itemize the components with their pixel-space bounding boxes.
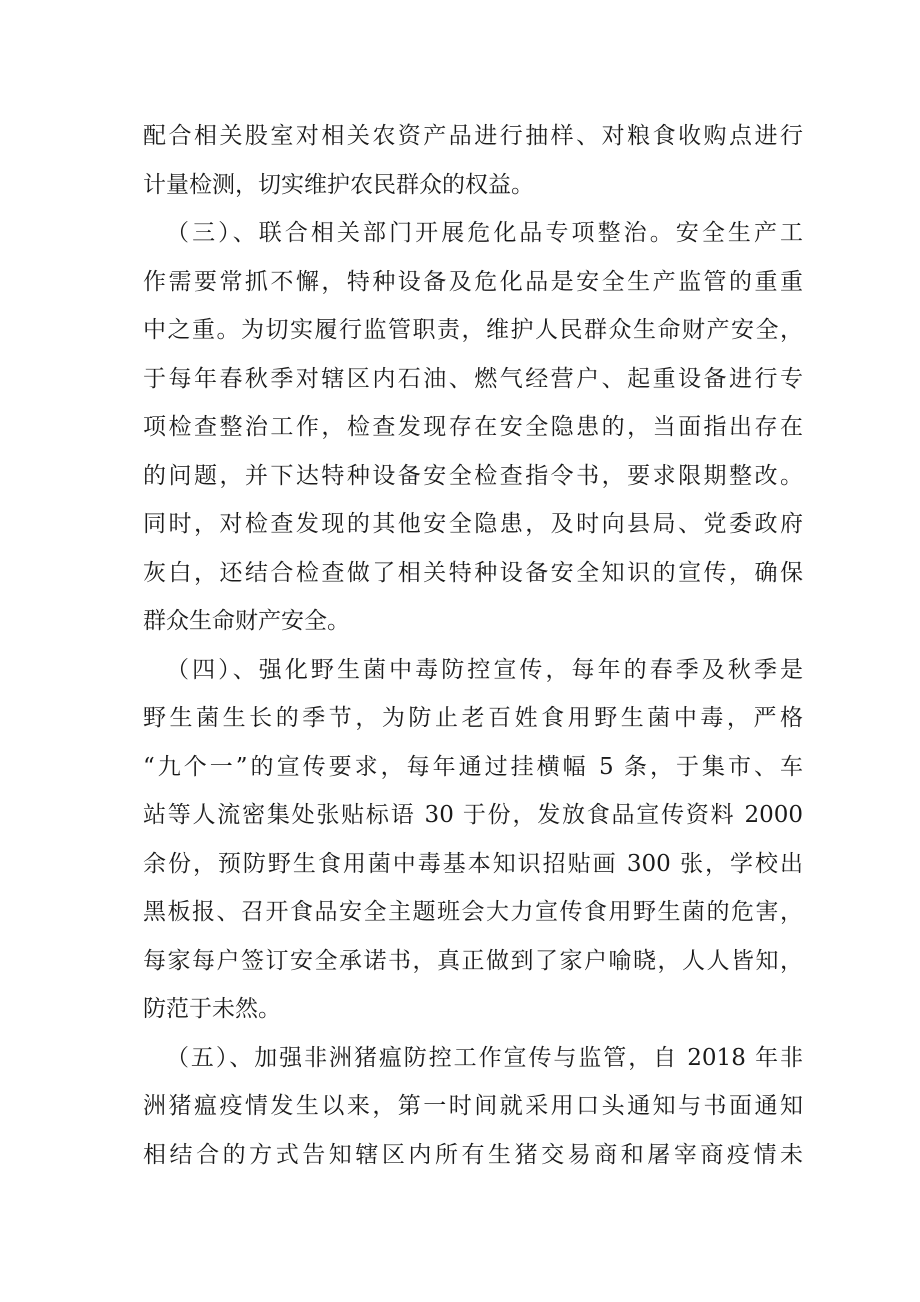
text-line: 中之重。为切实履行监管职责，维护人民群众生命财产安全， [143, 317, 803, 343]
document-body [143, 112, 803, 1179]
paragraph-hazardous-chemicals [143, 209, 803, 646]
text-line: 野生菌生长的季节，为防止老百姓食用野生菌中毒，严格 [143, 705, 803, 731]
text-line: 计量检测，切实维护农民群众的权益。 [143, 171, 534, 198]
paragraph-african-swine-fever [143, 1034, 803, 1180]
text-line: 防范于未然。 [143, 996, 281, 1022]
text-line: 同时，对检查发现的其他安全隐患，及时向县局、党委政府 [143, 511, 803, 537]
text-line: 站等人流密集处张贴标语 30 于份，发放食品宣传资料 2000 [143, 802, 803, 828]
text-line: 灰白，还结合检查做了相关特种设备安全知识的宣传，确保 [143, 559, 803, 586]
paragraph-wild-mushroom [143, 646, 803, 1034]
text-line: 相结合的方式告知辖区内所有生猪交易商和屠宰商疫情未 [143, 1141, 803, 1168]
text-line: “九个一”的宣传要求，每年通过挂横幅 5 条，于集市、车 [143, 753, 803, 780]
text-line: 的问题，并下达特种设备安全检查指令书，要求限期整改。 [143, 462, 803, 489]
text-line: 黑板报、召开食品安全主题班会大力宣传食用野生菌的危害， [143, 899, 803, 925]
text-line: 余份，预防野生食用菌中毒基本知识招贴画 300 张，学校出 [143, 850, 803, 877]
text-line: 于每年春秋季对辖区内石油、燃气经营户、起重设备进行专 [143, 365, 803, 392]
text-line: （四）、强化野生菌中毒防控宣传，每年的春季及秋季是 [166, 656, 803, 683]
text-line: 群众生命财产安全。 [143, 608, 350, 634]
text-line: （三）、联合相关部门开展危化品专项整治。安全生产工 [166, 220, 803, 246]
text-line: 作需要常抓不懈，特种设备及危化品是安全生产监管的重重 [143, 268, 803, 295]
text-line: （五）、加强非洲猪瘟防控工作宣传与监管，自 2018 年非 [166, 1044, 803, 1071]
paragraph-continuation [143, 112, 803, 209]
text-line: 每家每户签订安全承诺书，真正做到了家户喻晓，人人皆知， [143, 947, 803, 974]
text-line: 配合相关股室对相关农资产品进行抽样、对粮食收购点进行 [143, 123, 803, 149]
text-line: 项检查整治工作，检查发现存在安全隐患的，当面指出存在 [143, 414, 803, 440]
text-line: 洲猪瘟疫情发生以来，第一时间就采用口头通知与书面通知 [143, 1093, 803, 1119]
